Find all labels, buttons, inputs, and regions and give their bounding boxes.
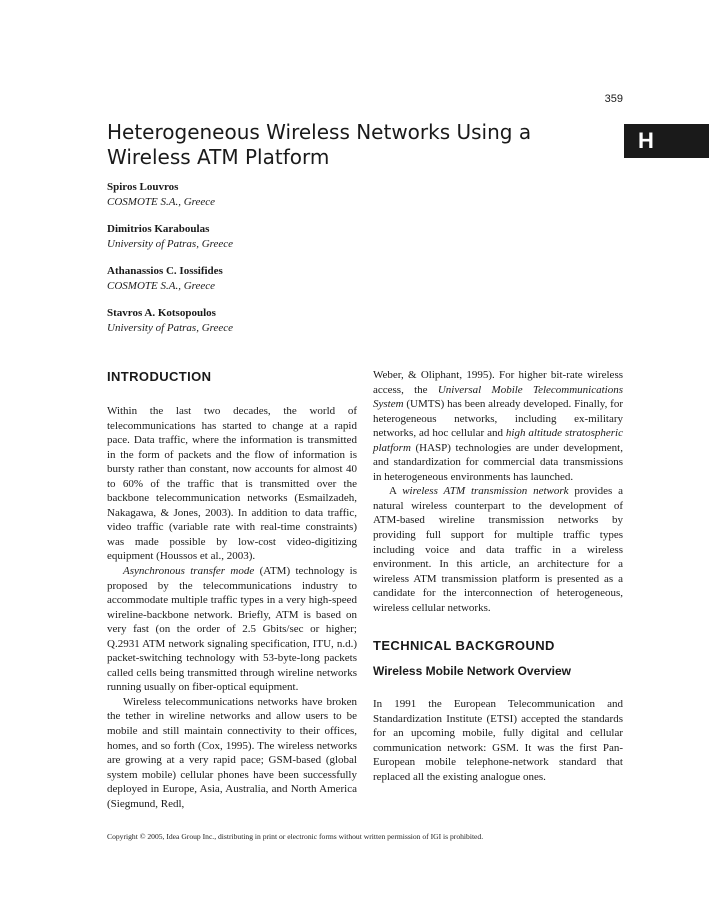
wireless-overview-subheading: Wireless Mobile Network Overview xyxy=(373,664,571,679)
umts-term: Universal Mobile Telecommunications System xyxy=(373,383,623,411)
author-block xyxy=(107,306,587,348)
intro-paragraph-3-continued: Weber, & Oliphant, 1995). For higher bit-rate wireless access, the Universal Mobile Telecommunications System (UMTS) has been already developed. Finally, for heterogeneous networks, including ex-military networks, ad hoc cellular and high altitude stratospheric platform (HASP) technologies are under development, and standardization for commercial data transmissions in heterogeneous environments has launched. xyxy=(373,369,623,483)
author-name: Spiros Louvros xyxy=(107,181,179,193)
atm-term: Asynchronous transfer mode xyxy=(123,565,255,578)
article-title: Heterogeneous Wireless Networks Using a Wireless ATM Platform xyxy=(107,120,532,169)
section-letter: H xyxy=(638,128,654,153)
author-name: Stavros A. Kotsopoulos xyxy=(107,307,216,319)
copyright-notice: Copyright © 2005, Idea Group Inc., distributing in print or electronic forms without written permission of IGI is prohibited. xyxy=(107,832,484,841)
author-block xyxy=(107,180,587,222)
tech-paragraph-1: In 1991 the European Telecommunication and Standardization Institute (ETSI) accepted the standards for an upcoming mobile, fully digital and cellular communication network: GSM. It was the first Pan-European mobile telephone-network standard that replaced all the existing analogue ones. xyxy=(373,698,623,784)
left-column xyxy=(107,368,357,811)
technical-background-heading: TECHNICAL BACKGROUND xyxy=(373,638,555,654)
hasp-term: high altitude stratospheric platform xyxy=(373,427,623,454)
intro-paragraph-4: A wireless ATM transmission network provides a natural wireless counterpart to the development of ATM-based wireline transmission networks by providing full support for multiple traffic types including voice and data traffic in a wireless environment. In this article, an architecture for a wireless ATM transmission platform is presented as a candidate for the interconnection of heterogeneous, wireless cellular networks. xyxy=(373,485,624,614)
author-affiliation: University of Patras, Greece xyxy=(107,238,234,250)
section-letter-tab xyxy=(624,124,709,158)
author-block xyxy=(107,264,587,306)
page-number: 359 xyxy=(604,93,623,105)
intro-paragraph-1: Within the last two decades, the world of telecommunications has started to change at a rapid pace. Data traffic, where the information is transmitted in the form of packets and the flow of information is bursty rather than constant, now accounts for almost 40 to 60% of the traffic that is transmitted over the backbone telecommunication networks (Esmailzadeh, Nakagawa, & Jones, 2003). In addition to data traffic, video traffic (variable rate with real-time constraints) was made possible by low-cost video-digitizing equipment (Houssos et al., 2003). xyxy=(107,405,357,563)
author-name: Athanassios C. Iossifides xyxy=(107,265,223,277)
author-affiliation: COSMOTE S.A., Greece xyxy=(107,196,216,208)
intro-paragraph-2: Asynchronous transfer mode (ATM) technology is proposed by the telecommunications industry to accommodate multiple traffic types in a very high-speed wireline-backbone network. Briefly, ATM is based on very fast (on the order of 2.5 Gbits/sec or higher; Q.2931 ATM network signaling specification, ITU, n.d.) packet-switching technology with 53-byte-long packets called cells being transmitted through wireline networks running usually on fiber-optical equipment. xyxy=(107,565,357,694)
intro-paragraph-3: Wireless telecommunications networks have broken the tether in wireline networks and allow users to be mobile and still maintain connectivity to their offices, homes, and so forth (Cox, 1995). The wireless networks are growing at a very rapid pace; GSM-based (global system mobile) cellular phones have been successfully deployed in Europe, Asia, Australia, and North America (Siegmund, Redl, xyxy=(107,695,357,810)
author-affiliation: University of Patras, Greece xyxy=(107,322,234,334)
wireless-atm-term: wireless ATM transmission network xyxy=(402,485,569,498)
author-list xyxy=(107,180,587,348)
right-column xyxy=(373,368,623,785)
introduction-heading: INTRODUCTION xyxy=(107,369,212,384)
author-affiliation: COSMOTE S.A., Greece xyxy=(107,280,216,292)
author-name: Dimitrios Karaboulas xyxy=(107,223,210,235)
author-block xyxy=(107,222,587,264)
